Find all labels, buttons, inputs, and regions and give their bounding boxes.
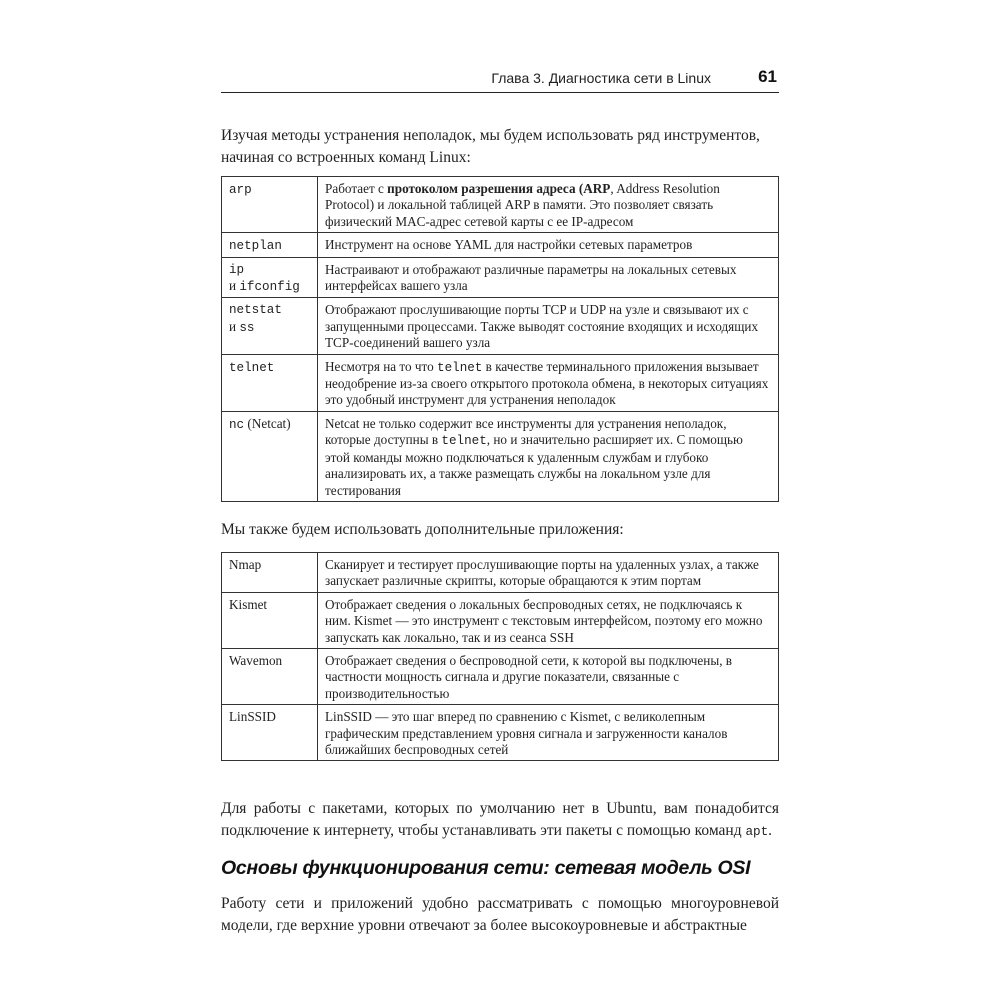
command-conjunction: и <box>229 318 240 334</box>
command-name: nc <box>229 417 245 432</box>
app-name-cell: LinSSID <box>222 705 318 761</box>
paragraph-text: Для работы с пакетами, которых по умолчанию нет в Ubuntu, вам понадобится подключение к интернету, чтобы устанавливать эти пакеты с помощью команд <box>221 800 779 839</box>
table-row <box>222 233 779 257</box>
table-row <box>222 592 779 648</box>
tool-description-cell <box>318 354 779 411</box>
table-row <box>222 649 779 705</box>
description-text: Netcat не только содержит все инструменты для устранения неполадок, которые доступны в <box>325 415 727 448</box>
paragraph-text: . <box>768 821 773 839</box>
command-name: arp <box>229 183 252 197</box>
tool-description-cell <box>318 233 779 257</box>
app-name-cell: Wavemon <box>222 649 318 705</box>
builtin-tools-table <box>221 176 779 502</box>
tool-command-cell <box>222 354 318 411</box>
command-name: netplan <box>229 239 282 254</box>
additional-apps-table <box>221 552 779 761</box>
command-name: ifconfig <box>239 280 300 295</box>
description-text: в качестве терминального приложения вызывает неодобрение из-за своего открытого протокола обмена, в некоторых ситуациях это удобный инструмент для устранения неполадок <box>325 358 769 408</box>
table-row <box>222 411 779 501</box>
description-text: , Address Resolution Protocol) и локальной таблицей ARP в памяти. Это позволяет связать физический MAC-адрес сетевой карты с ее IP-адресом <box>325 181 720 229</box>
osi-paragraph: Работу сети и приложений удобно рассматривать с помощью многоуровневой модели, где верхние уровни отвечают за более высокоуровневые и абстрактные <box>221 895 779 934</box>
tool-description-cell <box>318 257 779 298</box>
description-text: Работает с <box>325 181 388 196</box>
running-header <box>221 66 779 93</box>
table-row <box>222 705 779 761</box>
description-bold-term: протоколом разрешения адреса (ARP <box>387 181 611 196</box>
page-number: 61 <box>758 67 777 86</box>
tool-description-cell <box>318 298 779 354</box>
table-row <box>222 553 779 593</box>
inline-code: telnet <box>441 434 487 449</box>
tool-command-cell <box>222 233 318 257</box>
tool-description-cell <box>318 177 779 233</box>
tool-command-cell <box>222 298 318 354</box>
app-description-cell: Отображает сведения о беспроводной сети, к которой вы подключены, в частности мощность сигнала и другие показатели, связанные с производительностью <box>318 649 779 705</box>
description-text: Настраивают и отображают различные параметры на локальных сетевых интерфейсах вашего узла <box>325 261 737 294</box>
intro-paragraph: Изучая методы устранения неполадок, мы будем использовать ряд инструментов, начиная со встроенных команд Linux: <box>221 127 760 166</box>
command-suffix: (Netcat) <box>244 415 291 431</box>
command-conjunction: и <box>229 278 240 294</box>
app-description-cell: Отображает сведения о локальных беспроводных сетях, не подключаясь к ним. Kismet — это инструмент с текстовым интерфейсом, поэтому его можно запускать как локально, так и из сеанса SSH <box>318 592 779 648</box>
description-text: Несмотря на то что <box>325 358 438 374</box>
section-heading: Основы функционирования сети: сетевая модель OSI <box>221 857 751 879</box>
app-description-cell: LinSSID — это шаг вперед по сравнению с Kismet, с великолепным графическим представлением уровня сигнала и загруженности каналов ближайших беспроводных сетей <box>318 705 779 761</box>
tool-command-cell <box>222 177 318 233</box>
chapter-title: Глава 3. Диагностика сети в Linux <box>491 70 711 86</box>
command-name: netstat <box>229 303 282 318</box>
app-name-cell: Kismet <box>222 592 318 648</box>
tool-command-cell <box>222 411 318 501</box>
command-name: ss <box>239 320 255 335</box>
description-text: , но и значительно расширяет их. С помощью этой команды можно подключаться к удаленным службам и глубоко анализировать их, а также размещать службы на локальном узле для тестирования <box>325 432 743 498</box>
table-row <box>222 298 779 354</box>
app-description-cell: Сканирует и тестирует прослушивающие порты на удаленных узлах, а также запускает различные скрипты, которые обращаются к этим портам <box>318 553 779 593</box>
description-text: Отображают прослушивающие порты TCP и UDP на узле и связывают их с запущенными процессами. Также выводят состояние входящих и исходящих TCP-соединений вашего узла <box>325 302 759 351</box>
additional-apps-paragraph: Мы также будем использовать дополнительные приложения: <box>221 521 624 538</box>
app-name-cell: Nmap <box>222 553 318 593</box>
description-text: Инструмент на основе YAML для настройки сетевых параметров <box>325 237 693 253</box>
table-row <box>222 354 779 411</box>
packages-paragraph <box>221 798 779 843</box>
inline-code: apt <box>745 824 769 839</box>
table-row <box>222 257 779 298</box>
tool-description-cell <box>318 411 779 501</box>
tool-command-cell <box>222 257 318 298</box>
inline-code: telnet <box>437 360 483 375</box>
command-name: ip <box>229 262 245 277</box>
table-row <box>222 177 779 233</box>
command-name: telnet <box>229 360 275 375</box>
